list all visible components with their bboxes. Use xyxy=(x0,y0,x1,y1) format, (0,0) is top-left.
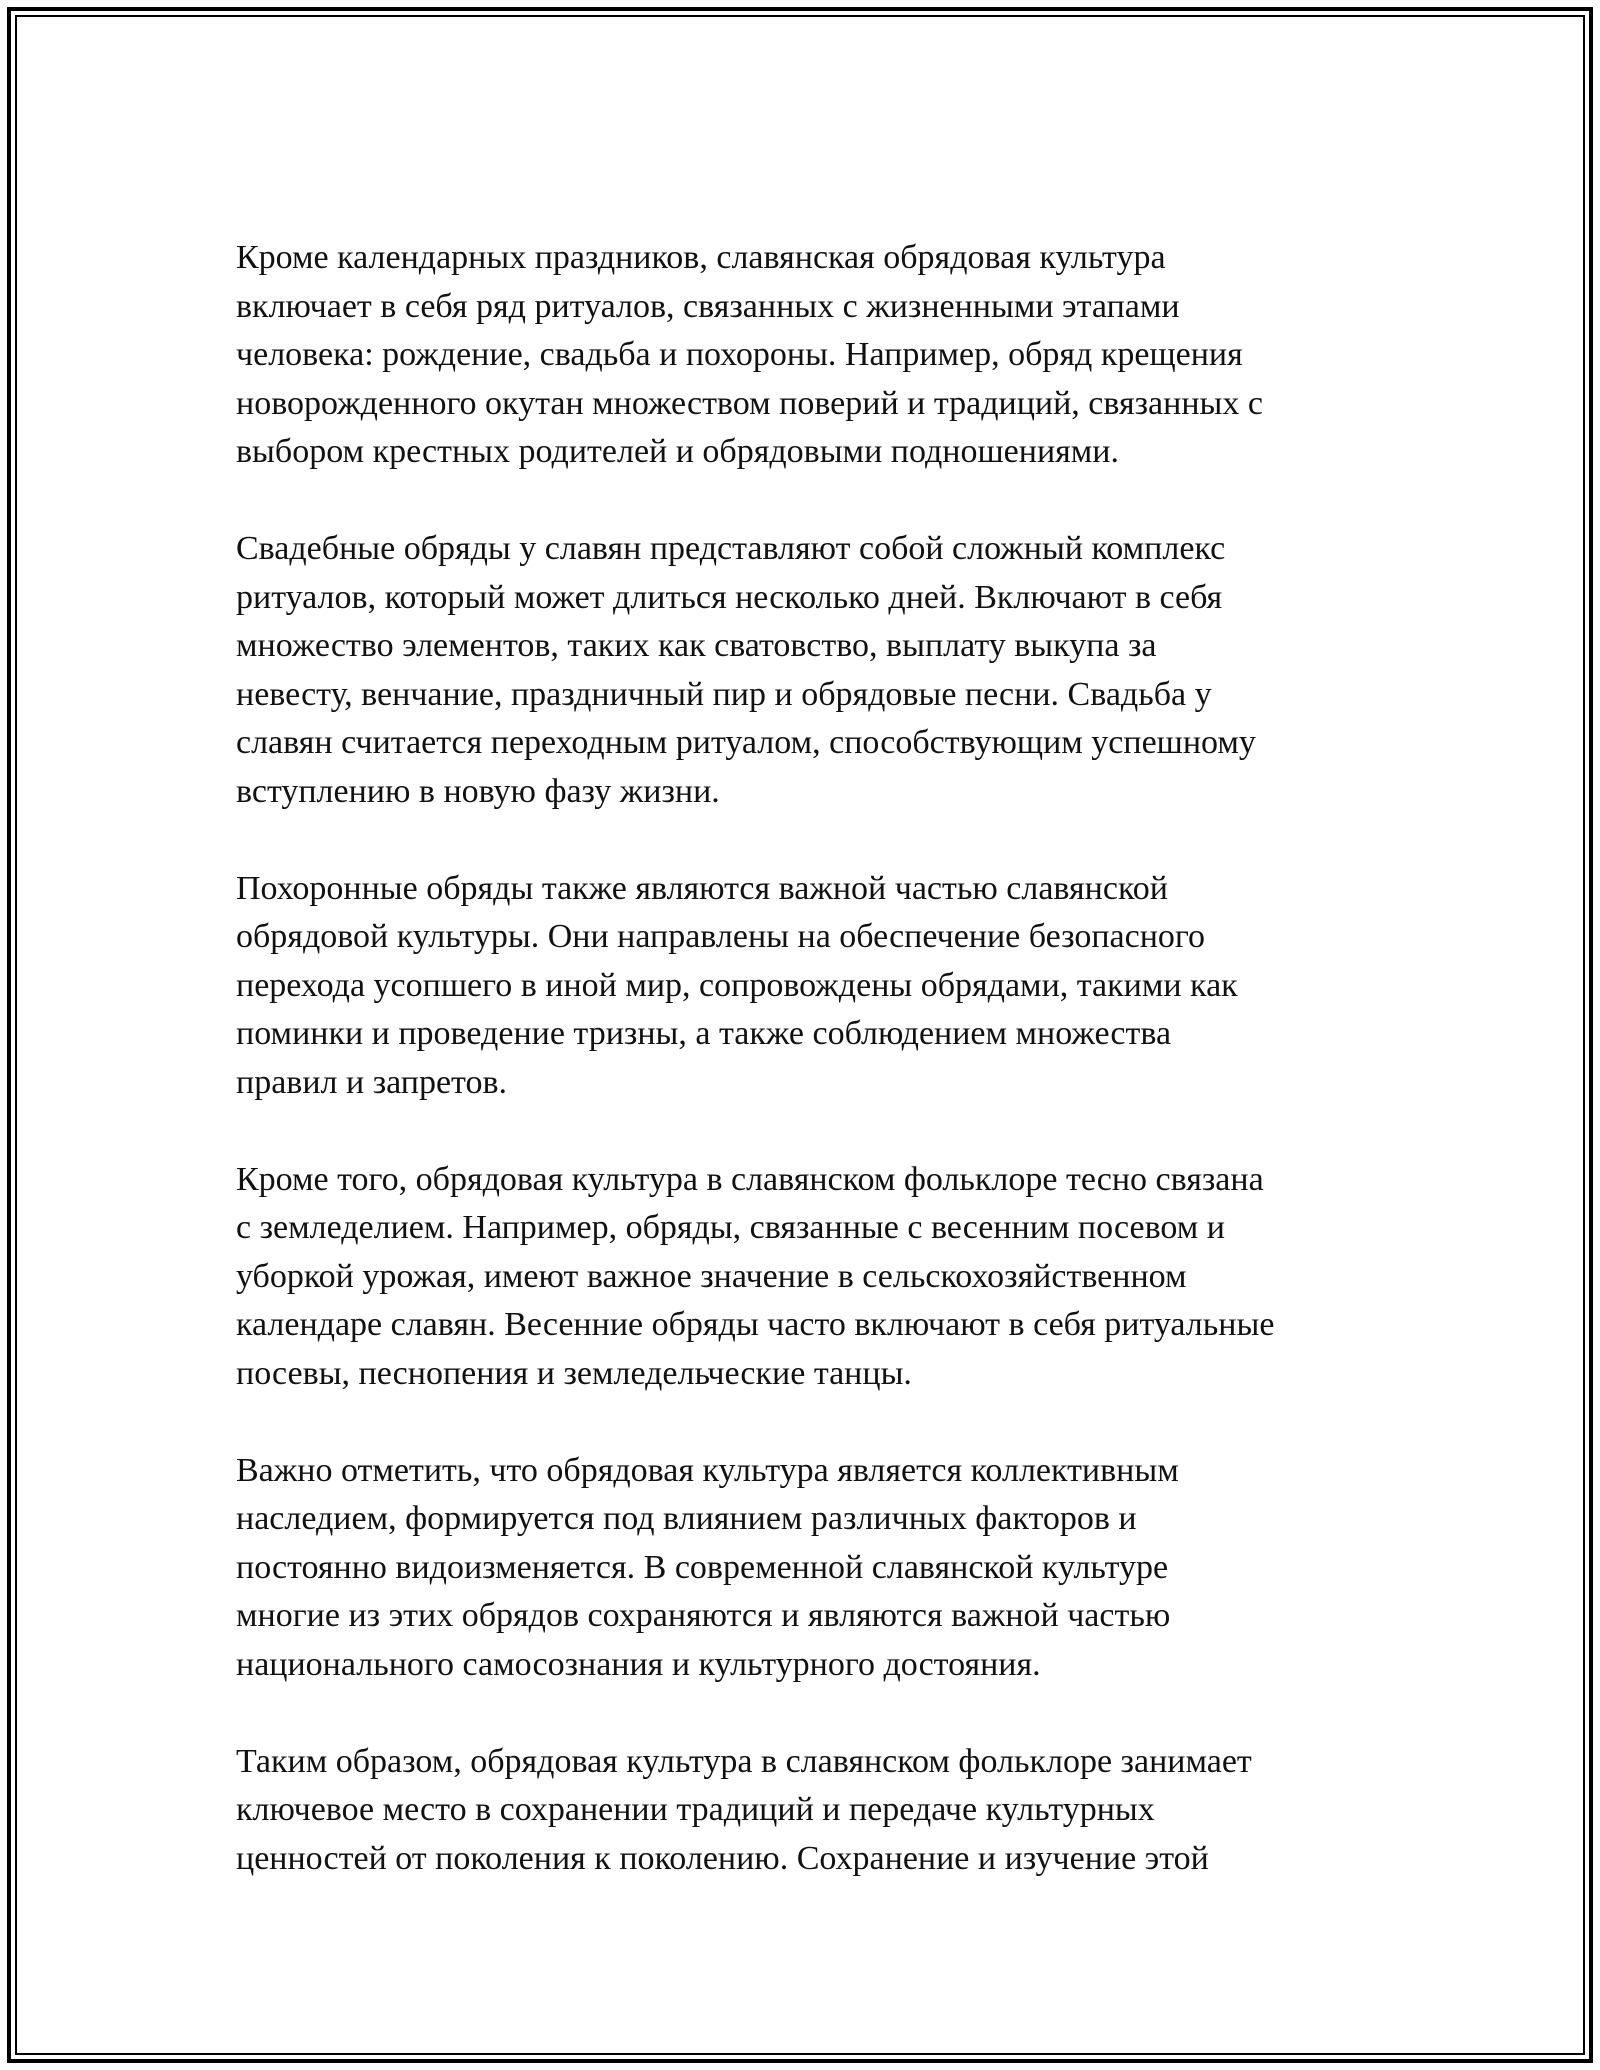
text-line: включает в себя ряд ритуалов, связанных с жизненными этапами xyxy=(236,287,1180,325)
text-line: вступлению в новую фазу жизни. xyxy=(236,772,720,810)
text-line: Свадебные обряды у славян представляют собой сложный комплекс xyxy=(236,530,1226,567)
paragraph xyxy=(236,1156,1376,1399)
text-line: ритуалов, который может длиться несколько дней. Включают в себя xyxy=(236,578,1223,616)
text-line: человека: рождение, свадьба и похороны. Например, обряд крещения xyxy=(236,336,1243,373)
text-line: поминки и проведение тризны, а также соблюдением множества xyxy=(236,1015,1172,1052)
paragraph xyxy=(236,234,1376,477)
text-line: многие из этих обрядов сохраняются и являются важной частью xyxy=(236,1597,1171,1634)
text-line: ключевое место в сохранении традиций и передаче культурных xyxy=(236,1791,1155,1828)
paragraph xyxy=(236,865,1376,1108)
document-body xyxy=(236,234,1376,1932)
text-line: Похоронные обряды также являются важной частью славянской xyxy=(236,869,1168,907)
paragraph xyxy=(236,525,1376,816)
text-line: ценностей от поколения к поколению. Сохранение и изучение этой xyxy=(236,1839,1209,1877)
text-line: Кроме календарных праздников, славянская обрядовая культура xyxy=(236,239,1166,276)
text-line: славян считается переходным ритуалом, способствующим успешному xyxy=(236,724,1256,761)
text-line: календаре славян. Весенние обряды часто включают в себя ритуальные xyxy=(236,1306,1275,1343)
text-line: правил и запретов. xyxy=(236,1063,508,1101)
text-line: посевы, песнопения и земледельческие танцы. xyxy=(236,1354,912,1392)
text-line: выбором крестных родителей и обрядовыми подношениями. xyxy=(236,433,1119,470)
text-line: постоянно видоизменяется. В современной славянской культуре xyxy=(236,1548,1169,1586)
text-line: множество элементов, таких как сватовство, выплату выкупа за xyxy=(236,627,1157,664)
text-line: национального самосознания и культурного достояния. xyxy=(236,1645,1041,1683)
paragraph xyxy=(236,1447,1376,1690)
text-line: обрядовой культуры. Они направлены на обеспечение безопасного xyxy=(236,918,1206,955)
text-line: невесту, венчание, праздничный пир и обрядовые песни. Свадьба у xyxy=(236,675,1212,713)
text-line: наследием, формируется под влиянием различных факторов и xyxy=(236,1500,1137,1537)
text-line: с земледелием. Например, обряды, связанные с весенним посевом и xyxy=(236,1209,1225,1246)
text-line: новорожденного окутан множеством поверий и традиций, связанных с xyxy=(236,384,1263,422)
text-line: перехода усопшего в иной мир, сопровождены обрядами, такими как xyxy=(236,966,1238,1004)
text-line: уборкой урожая, имеют важное значение в сельскохозяйственном xyxy=(236,1257,1187,1295)
text-line: Таким образом, обрядовая культура в славянском фольклоре занимает xyxy=(236,1742,1252,1780)
text-line: Важно отметить, что обрядовая культура является коллективным xyxy=(236,1451,1179,1489)
paragraph xyxy=(236,1738,1376,1884)
text-line: Кроме того, обрядовая культура в славянском фольклоре тесно связана xyxy=(236,1160,1264,1198)
